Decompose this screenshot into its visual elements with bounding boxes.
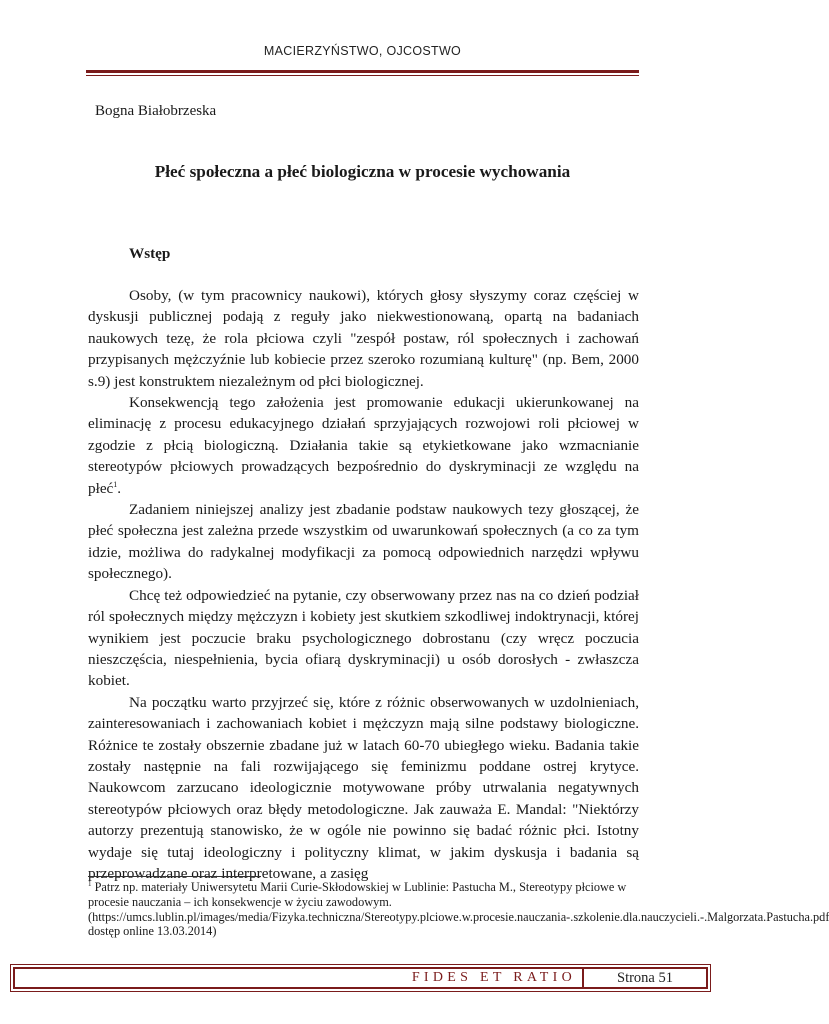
running-head: MACIERZYŃSTWO, OJCOSTWO bbox=[263, 44, 462, 58]
paragraph-2-text: Konsekwencją tego założenia jest promowanie edukacji ukierunkowanej na eliminację z procesu edukacyjnego działań sprzyjających rozwojowi roli płciowej w zgodzie z płcią biologiczną. Działania takie są etykietkowane jako wzmacnianie stereotypów płciowych prowadzących bezpośrednio do dyskryminacji ze względu na płeć bbox=[88, 394, 639, 497]
paragraph-1: Osoby, (w tym pracownicy naukowi), których głosy słyszymy coraz częściej w dyskusji publicznej podają z reguły jako niekwestionowaną, opartą na badaniach naukowych tezę, że rola płciowa czyli "zespół postaw, ról społecznych i zachowań przypisanych mężczyźnie lub kobiecie przez szeroko rozumianą kulturę" (np. Bem, 2000 s.9) jest konstruktem niezależnym od płci biologicznej. bbox=[88, 287, 639, 390]
article-title: Płeć społeczna a płeć biologiczna w procesie wychowania bbox=[154, 162, 571, 181]
footnote-marker: 1 bbox=[88, 879, 92, 888]
footnote-line-2[interactable]: (https://umcs.lublin.pl/images/media/Fizyka.techniczna/Stereotypy.plciowe.w.procesie.nauczania-.szkolenie.dla.nauczycieli.-.Malgorzata.Pastucha.pdf dostęp online 13.03.2014) bbox=[88, 909, 829, 939]
footer-divider bbox=[582, 967, 584, 989]
article-body bbox=[88, 285, 639, 884]
paragraph-4: Chcę też odpowiedzieć na pytanie, czy obserwowany przez nas na co dzień podział ról społecznych między mężczyzn i kobiety jest skutkiem szkodliwej indoktrynacji, której wynikiem jest poczucie braku psychologicznego dobrostanu (czy wręcz poczucia nieszczęścia, niespełnienia, bycia ofiarą dyskryminacji) u osób dorosłych - zwłaszcza kobiet. bbox=[88, 586, 639, 690]
footnote-text: Patrz np. materiały Uniwersytetu Marii Curie-Skłodowskiej w Lublinie: Pastucha M., Stereotypy płciowe w procesie nauczania – ich konsekwencje w życiu zawodowym. bbox=[88, 880, 627, 909]
page-number: Strona 51 bbox=[617, 970, 673, 986]
footnote-reference[interactable]: 1 bbox=[113, 479, 118, 489]
paragraph-2-end: . bbox=[117, 479, 122, 497]
author-name: Bogna Białobrzeska bbox=[95, 103, 217, 119]
footnote-rule bbox=[88, 876, 261, 877]
journal-name: FIDES ET RATIO bbox=[411, 970, 576, 985]
paragraph-2 bbox=[88, 392, 639, 499]
paragraph-3: Zadaniem niniejszej analizy jest zbadanie podstaw naukowych tezy głoszącej, że płeć społeczna jest zależna przede wszystkim od uwarunkowań społecznych (a co za tym idzie, możliwa do radykalnej modyfikacji za pomocą odpowiednich narzędzi wpływu społecznego). bbox=[88, 501, 639, 583]
footnote bbox=[88, 879, 829, 939]
header-rule-thin bbox=[86, 75, 639, 76]
paragraph-5: Na początku warto przyjrzeć się, które z różnic obserwowanych w uzdolnieniach, zainteresowaniach i zachowaniach kobiet i mężczyzn mają silne podstawy biologiczne. Różnice te zostały obszernie zbadane już w latach 60-70 ubiegłego wieku. Badania takie zostały następnie na fali rozwijającego się feminizmu poddane ostrej krytyce. Naukowcom zarzucano ideologicznie motywowane próby utrwalania negatywnych stereotypów płciowych oraz błędy metodologiczne. Jak zauważa E. Mandal: "Niektórzy autorzy prezentują stanowisko, że w ogóle nie powinno się badać różnic płci. Istotny wydaje się tutaj ideologiczny i polityczny klimat, w jakim dyskusja i badania są przeprowadzane oraz interpretowane, a zasięg bbox=[88, 693, 639, 882]
section-heading: Wstęp bbox=[129, 245, 171, 262]
header-rule-thick bbox=[86, 70, 639, 73]
footnote-line-1 bbox=[88, 880, 648, 910]
